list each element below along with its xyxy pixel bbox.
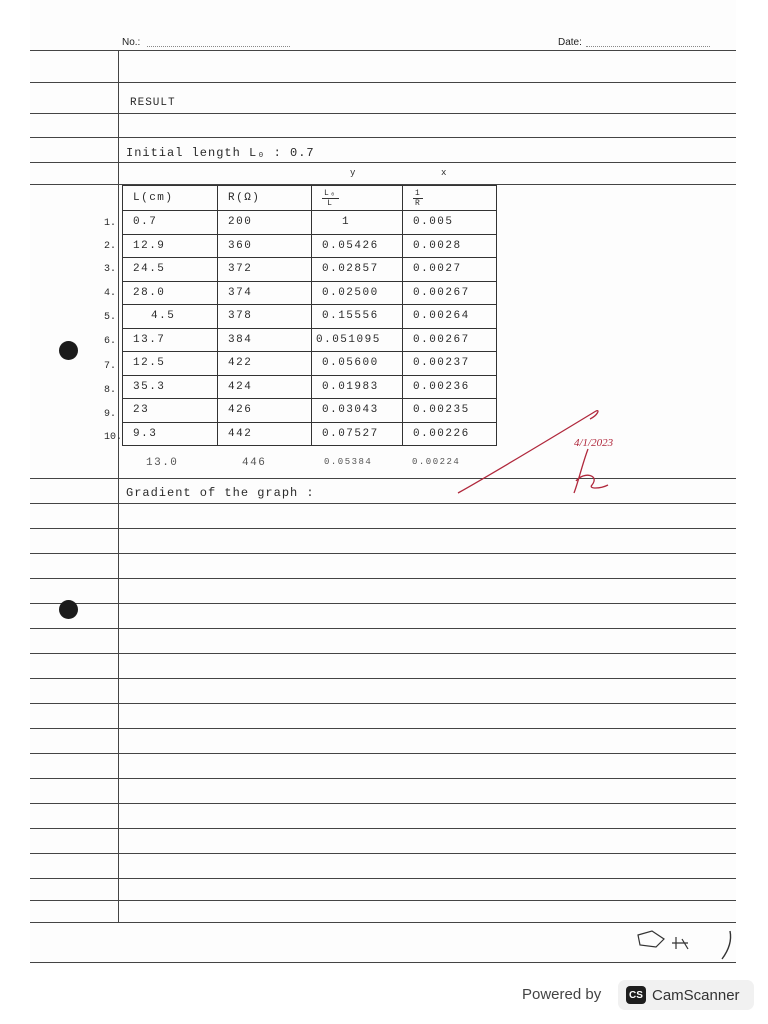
extra-row-inverse: 0.00224: [412, 457, 461, 467]
table-row: [123, 211, 497, 235]
row-number: 8.: [104, 385, 117, 396]
table-row: [123, 305, 497, 329]
table-row: [123, 328, 497, 352]
margin-line: [118, 50, 119, 922]
row-number: 10.: [104, 432, 123, 443]
cell-inverse: 0.00267: [403, 281, 497, 305]
results-table: [122, 185, 497, 446]
x-axis-marker: x: [441, 168, 447, 178]
cell-length: 9.3: [123, 422, 218, 446]
row-number: 5.: [104, 312, 117, 323]
cell-resistance: 442: [218, 422, 312, 446]
notebook-page: [30, 0, 736, 964]
table-header-row: [123, 186, 497, 211]
cell-length: 23: [123, 399, 218, 423]
camscanner-badge: [618, 980, 754, 1010]
cell-resistance: 426: [218, 399, 312, 423]
no-label: No.:: [122, 37, 141, 48]
camscanner-name: CamScanner: [652, 986, 740, 1004]
cell-resistance: 378: [218, 305, 312, 329]
inverse-fraction: [413, 189, 423, 208]
table-row: [123, 281, 497, 305]
cell-inverse: 0.00237: [403, 352, 497, 376]
cell-resistance: 384: [218, 328, 312, 352]
cell-inverse: 0.00236: [403, 375, 497, 399]
row-number: 6.: [104, 336, 117, 347]
cell-ratio: 0.03043: [312, 399, 403, 423]
date-label: Date:: [558, 37, 582, 48]
cell-length: 4.5: [123, 305, 218, 329]
cell-ratio: 0.02857: [312, 258, 403, 282]
row-number: 7.: [104, 361, 117, 372]
cell-inverse: 0.00226: [403, 422, 497, 446]
row-number: 4.: [104, 288, 117, 299]
signature-date: 4/1/2023: [574, 437, 614, 449]
cell-length: 24.5: [123, 258, 218, 282]
row-number: 2.: [104, 241, 117, 252]
extra-row-length: 13.0: [146, 457, 179, 469]
cell-ratio: 1: [312, 211, 403, 235]
row-number: 1.: [104, 218, 117, 229]
result-heading: RESULT: [130, 97, 176, 109]
binder-hole: [59, 341, 78, 360]
cell-resistance: 422: [218, 352, 312, 376]
cell-resistance: 424: [218, 375, 312, 399]
inverse-denominator: R: [415, 198, 422, 208]
cell-ratio: 0.01983: [312, 375, 403, 399]
ratio-denominator: L: [327, 198, 334, 208]
cell-resistance: 372: [218, 258, 312, 282]
cell-length: 0.7: [123, 211, 218, 235]
cell-ratio: 0.05426: [312, 234, 403, 258]
cell-resistance: 360: [218, 234, 312, 258]
powered-by-text: Powered by: [522, 986, 602, 1003]
cell-inverse: 0.0028: [403, 234, 497, 258]
cell-inverse: 0.00267: [403, 328, 497, 352]
cell-length: 12.9: [123, 234, 218, 258]
gradient-label: Gradient of the graph :: [126, 486, 315, 500]
cell-inverse: 0.0027: [403, 258, 497, 282]
binder-hole: [59, 600, 78, 619]
cell-inverse: 0.00264: [403, 305, 497, 329]
cell-inverse: 0.005: [403, 211, 497, 235]
header-resistance: R(Ω): [218, 186, 312, 211]
table-row: [123, 399, 497, 423]
cell-length: 35.3: [123, 375, 218, 399]
cell-ratio: 0.15556: [312, 305, 403, 329]
date-field-dots: [586, 46, 710, 47]
header-length: L(cm): [123, 186, 218, 211]
cell-length: 12.5: [123, 352, 218, 376]
y-axis-marker: y: [350, 168, 356, 178]
cell-resistance: 200: [218, 211, 312, 235]
cell-ratio: 0.07527: [312, 422, 403, 446]
signature-mark: [450, 405, 630, 505]
row-number: 3.: [104, 264, 117, 275]
ratio-fraction: [322, 189, 339, 208]
table-row: [123, 352, 497, 376]
extra-row-resistance: 446: [242, 457, 267, 469]
page-corner-mark: [632, 925, 738, 963]
table-row: [123, 422, 497, 446]
header-inverse-r: [403, 186, 497, 211]
no-field-dots: [147, 46, 290, 47]
cell-ratio: 0.05600: [312, 352, 403, 376]
ratio-numerator: L₀: [324, 188, 337, 198]
table-row: [123, 234, 497, 258]
cell-ratio: 0.051095: [312, 328, 403, 352]
header-ratio: [312, 186, 403, 211]
cell-length: 13.7: [123, 328, 218, 352]
cell-resistance: 374: [218, 281, 312, 305]
cell-inverse: 0.00235: [403, 399, 497, 423]
table-row: [123, 375, 497, 399]
table-row: [123, 258, 497, 282]
camscanner-logo-icon: CS: [626, 986, 646, 1004]
extra-row-ratio: 0.05384: [324, 457, 373, 467]
inverse-numerator: 1: [415, 188, 422, 198]
row-number: 9.: [104, 409, 117, 420]
cell-ratio: 0.02500: [312, 281, 403, 305]
cell-length: 28.0: [123, 281, 218, 305]
initial-length-text: Initial length L₀ : 0.7: [126, 146, 315, 160]
